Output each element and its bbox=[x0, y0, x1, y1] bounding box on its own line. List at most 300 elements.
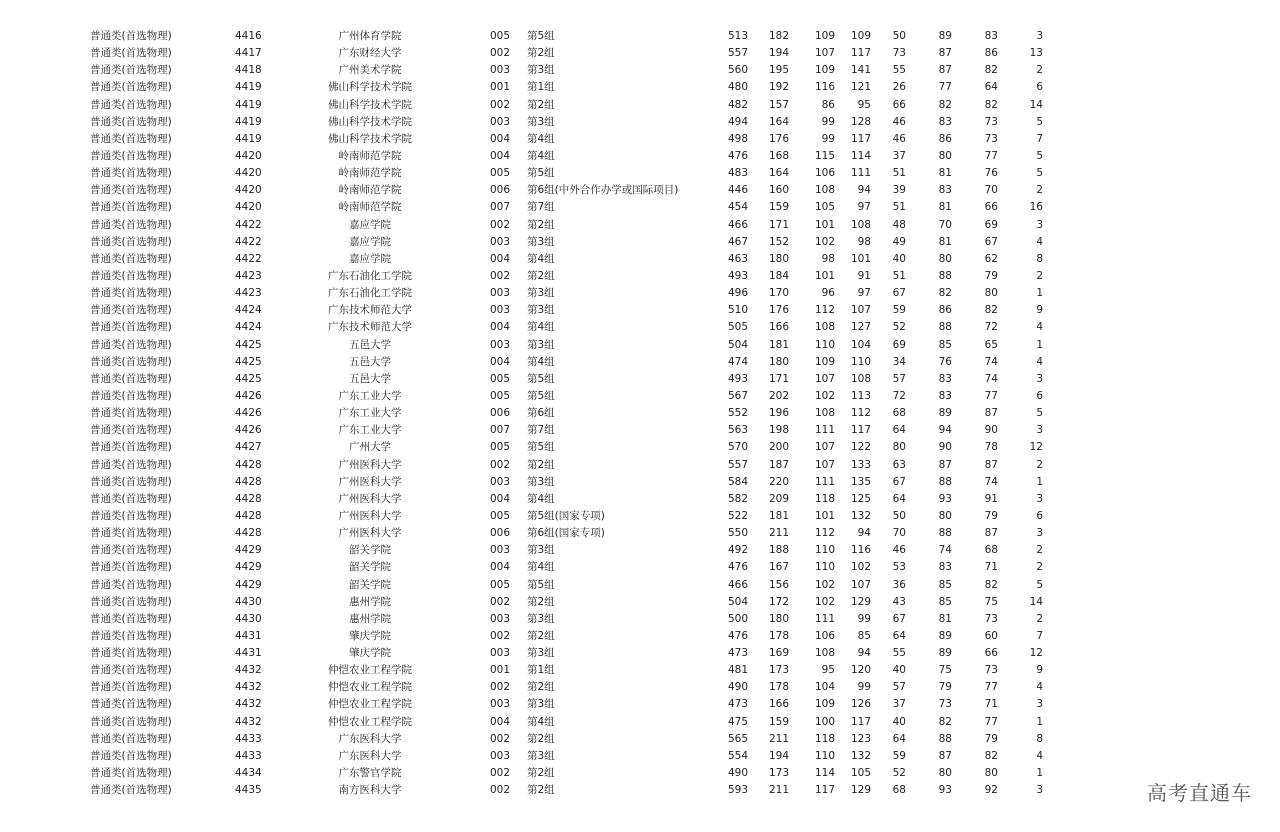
subject-score-e-cell: 82 bbox=[984, 749, 998, 762]
subject-score-b-cell: 141 bbox=[850, 64, 871, 77]
subject-score-e-cell: 65 bbox=[984, 338, 998, 351]
total-score-cell: 504 bbox=[727, 595, 748, 608]
total-score-cell: 494 bbox=[727, 115, 748, 128]
subject-score-d-cell: 83 bbox=[938, 372, 952, 385]
subject-score-b-cell: 132 bbox=[850, 509, 871, 522]
subject-score-b-cell: 104 bbox=[850, 338, 871, 351]
group-code-cell: 003 bbox=[490, 544, 511, 557]
subject-score-c-cell: 69 bbox=[892, 338, 906, 351]
count-cell: 13 bbox=[1029, 47, 1043, 60]
count-cell: 9 bbox=[1036, 304, 1043, 317]
school-name-cell: 南方医科大学 bbox=[338, 784, 402, 797]
subject-score-a-cell: 110 bbox=[814, 544, 835, 557]
chinese-math-score-cell: 202 bbox=[768, 389, 789, 402]
school-name-cell: 肇庆学院 bbox=[349, 629, 391, 642]
subject-score-c-cell: 73 bbox=[892, 47, 906, 60]
category-cell: 普通类(首选物理) bbox=[90, 149, 172, 162]
school-code-cell: 4426 bbox=[235, 424, 262, 437]
group-name-cell: 第3组 bbox=[527, 698, 555, 711]
group-code-cell: 004 bbox=[490, 149, 511, 162]
group-code-cell: 003 bbox=[490, 287, 511, 300]
group-code-cell: 002 bbox=[490, 629, 511, 642]
group-name-cell: 第2组 bbox=[527, 595, 555, 608]
table-row bbox=[0, 337, 1280, 354]
table-row bbox=[0, 371, 1280, 388]
school-name-cell: 嘉应学院 bbox=[349, 252, 391, 265]
subject-score-d-cell: 81 bbox=[938, 201, 952, 214]
school-name-cell: 惠州学院 bbox=[349, 595, 391, 608]
group-code-cell: 003 bbox=[490, 749, 511, 762]
subject-score-b-cell: 117 bbox=[850, 132, 871, 145]
total-score-cell: 483 bbox=[727, 167, 748, 180]
group-name-cell: 第2组 bbox=[527, 218, 555, 231]
subject-score-c-cell: 43 bbox=[892, 595, 906, 608]
subject-score-c-cell: 52 bbox=[892, 767, 906, 780]
table-row bbox=[0, 679, 1280, 696]
school-code-cell: 4420 bbox=[235, 167, 262, 180]
school-name-cell: 广东石油化工学院 bbox=[328, 269, 412, 282]
subject-score-c-cell: 55 bbox=[892, 64, 906, 77]
chinese-math-score-cell: 176 bbox=[768, 304, 789, 317]
subject-score-d-cell: 88 bbox=[938, 321, 952, 334]
group-code-cell: 001 bbox=[490, 664, 511, 677]
group-name-cell: 第5组 bbox=[527, 441, 555, 454]
subject-score-e-cell: 80 bbox=[984, 767, 998, 780]
subject-score-e-cell: 90 bbox=[984, 424, 998, 437]
subject-score-b-cell: 122 bbox=[850, 441, 871, 454]
subject-score-b-cell: 126 bbox=[850, 698, 871, 711]
category-cell: 普通类(首选物理) bbox=[90, 407, 172, 420]
subject-score-c-cell: 53 bbox=[892, 561, 906, 574]
subject-score-e-cell: 75 bbox=[984, 595, 998, 608]
group-code-cell: 002 bbox=[490, 269, 511, 282]
subject-score-d-cell: 76 bbox=[938, 355, 952, 368]
group-code-cell: 004 bbox=[490, 715, 511, 728]
category-cell: 普通类(首选物理) bbox=[90, 475, 172, 488]
group-name-cell: 第5组 bbox=[527, 578, 555, 591]
subject-score-b-cell: 116 bbox=[850, 544, 871, 557]
subject-score-e-cell: 77 bbox=[984, 149, 998, 162]
subject-score-e-cell: 91 bbox=[984, 492, 998, 505]
chinese-math-score-cell: 169 bbox=[768, 647, 789, 660]
count-cell: 16 bbox=[1029, 201, 1043, 214]
school-code-cell: 4425 bbox=[235, 372, 262, 385]
subject-score-e-cell: 87 bbox=[984, 458, 998, 471]
school-name-cell: 岭南师范学院 bbox=[338, 149, 402, 162]
category-cell: 普通类(首选物理) bbox=[90, 98, 172, 111]
school-code-cell: 4422 bbox=[235, 218, 262, 231]
school-code-cell: 4433 bbox=[235, 749, 262, 762]
school-name-cell: 广州美术学院 bbox=[338, 64, 402, 77]
group-name-cell: 第4组 bbox=[527, 715, 555, 728]
subject-score-a-cell: 112 bbox=[814, 304, 835, 317]
subject-score-c-cell: 50 bbox=[892, 30, 906, 42]
total-score-cell: 481 bbox=[727, 664, 748, 677]
table-row bbox=[0, 714, 1280, 731]
chinese-math-score-cell: 171 bbox=[768, 218, 789, 231]
subject-score-c-cell: 64 bbox=[892, 492, 906, 505]
chinese-math-score-cell: 198 bbox=[768, 424, 789, 437]
chinese-math-score-cell: 211 bbox=[768, 732, 789, 745]
subject-score-a-cell: 105 bbox=[814, 201, 835, 214]
subject-score-b-cell: 98 bbox=[857, 235, 871, 248]
group-code-cell: 003 bbox=[490, 647, 511, 660]
chinese-math-score-cell: 194 bbox=[768, 47, 789, 60]
school-code-cell: 4420 bbox=[235, 184, 262, 197]
school-name-cell: 广州医科大学 bbox=[338, 527, 402, 540]
subject-score-a-cell: 106 bbox=[814, 167, 835, 180]
group-name-cell: 第7组 bbox=[527, 424, 555, 437]
table-row bbox=[0, 594, 1280, 611]
count-cell: 4 bbox=[1036, 749, 1043, 762]
subject-score-a-cell: 108 bbox=[814, 184, 835, 197]
total-score-cell: 500 bbox=[727, 612, 748, 625]
subject-score-b-cell: 120 bbox=[850, 664, 871, 677]
subject-score-b-cell: 135 bbox=[850, 475, 871, 488]
subject-score-e-cell: 66 bbox=[984, 647, 998, 660]
group-code-cell: 005 bbox=[490, 30, 511, 42]
school-name-cell: 广东石油化工学院 bbox=[328, 287, 412, 300]
chinese-math-score-cell: 180 bbox=[768, 252, 789, 265]
school-code-cell: 4429 bbox=[235, 544, 262, 557]
subject-score-a-cell: 101 bbox=[814, 218, 835, 231]
subject-score-d-cell: 79 bbox=[938, 681, 952, 694]
subject-score-d-cell: 80 bbox=[938, 509, 952, 522]
category-cell: 普通类(首选物理) bbox=[90, 304, 172, 317]
school-name-cell: 惠州学院 bbox=[349, 612, 391, 625]
subject-score-d-cell: 74 bbox=[938, 544, 952, 557]
group-code-cell: 004 bbox=[490, 132, 511, 145]
total-score-cell: 552 bbox=[727, 407, 748, 420]
group-name-cell: 第3组 bbox=[527, 338, 555, 351]
group-name-cell: 第3组 bbox=[527, 304, 555, 317]
group-name-cell: 第6组 bbox=[527, 407, 555, 420]
school-code-cell: 4426 bbox=[235, 407, 262, 420]
total-score-cell: 557 bbox=[727, 458, 748, 471]
table-row bbox=[0, 217, 1280, 234]
chinese-math-score-cell: 192 bbox=[768, 81, 789, 94]
chinese-math-score-cell: 164 bbox=[768, 167, 789, 180]
chinese-math-score-cell: 170 bbox=[768, 287, 789, 300]
group-name-cell: 第5组 bbox=[527, 389, 555, 402]
subject-score-c-cell: 40 bbox=[892, 715, 906, 728]
chinese-math-score-cell: 220 bbox=[768, 475, 789, 488]
chinese-math-score-cell: 166 bbox=[768, 321, 789, 334]
group-code-cell: 005 bbox=[490, 389, 511, 402]
subject-score-d-cell: 83 bbox=[938, 184, 952, 197]
subject-score-d-cell: 89 bbox=[938, 629, 952, 642]
group-name-cell: 第5组 bbox=[527, 30, 555, 42]
subject-score-b-cell: 101 bbox=[850, 252, 871, 265]
category-cell: 普通类(首选物理) bbox=[90, 715, 172, 728]
count-cell: 14 bbox=[1029, 98, 1043, 111]
category-cell: 普通类(首选物理) bbox=[90, 595, 172, 608]
subject-score-d-cell: 77 bbox=[938, 81, 952, 94]
group-code-cell: 004 bbox=[490, 561, 511, 574]
total-score-cell: 454 bbox=[727, 201, 748, 214]
category-cell: 普通类(首选物理) bbox=[90, 30, 172, 42]
group-code-cell: 006 bbox=[490, 407, 511, 420]
subject-score-e-cell: 92 bbox=[984, 784, 998, 797]
total-score-cell: 466 bbox=[727, 578, 748, 591]
subject-score-c-cell: 37 bbox=[892, 698, 906, 711]
chinese-math-score-cell: 180 bbox=[768, 355, 789, 368]
school-name-cell: 广东工业大学 bbox=[338, 389, 402, 402]
count-cell: 1 bbox=[1036, 475, 1043, 488]
subject-score-d-cell: 81 bbox=[938, 612, 952, 625]
subject-score-a-cell: 109 bbox=[814, 64, 835, 77]
subject-score-a-cell: 101 bbox=[814, 269, 835, 282]
group-code-cell: 007 bbox=[490, 201, 511, 214]
school-name-cell: 广东工业大学 bbox=[338, 424, 402, 437]
subject-score-a-cell: 109 bbox=[814, 698, 835, 711]
subject-score-d-cell: 80 bbox=[938, 252, 952, 265]
subject-score-d-cell: 94 bbox=[938, 424, 952, 437]
count-cell: 3 bbox=[1036, 492, 1043, 505]
subject-score-d-cell: 86 bbox=[938, 304, 952, 317]
group-code-cell: 002 bbox=[490, 681, 511, 694]
school-code-cell: 4430 bbox=[235, 612, 262, 625]
subject-score-c-cell: 64 bbox=[892, 732, 906, 745]
count-cell: 4 bbox=[1036, 321, 1043, 334]
table-row bbox=[0, 97, 1280, 114]
total-score-cell: 446 bbox=[727, 184, 748, 197]
chinese-math-score-cell: 157 bbox=[768, 98, 789, 111]
subject-score-a-cell: 115 bbox=[814, 149, 835, 162]
subject-score-a-cell: 86 bbox=[821, 98, 835, 111]
total-score-cell: 480 bbox=[727, 81, 748, 94]
table-row bbox=[0, 302, 1280, 319]
school-name-cell: 广东医科大学 bbox=[338, 732, 402, 745]
total-score-cell: 493 bbox=[727, 372, 748, 385]
subject-score-a-cell: 109 bbox=[814, 30, 835, 42]
school-code-cell: 4432 bbox=[235, 698, 262, 711]
subject-score-a-cell: 114 bbox=[814, 767, 835, 780]
group-code-cell: 003 bbox=[490, 115, 511, 128]
total-score-cell: 476 bbox=[727, 629, 748, 642]
subject-score-b-cell: 107 bbox=[850, 578, 871, 591]
subject-score-b-cell: 108 bbox=[850, 372, 871, 385]
subject-score-b-cell: 132 bbox=[850, 749, 871, 762]
chinese-math-score-cell: 181 bbox=[768, 338, 789, 351]
total-score-cell: 476 bbox=[727, 149, 748, 162]
table-row bbox=[0, 457, 1280, 474]
school-name-cell: 广东技术师范大学 bbox=[328, 321, 412, 334]
subject-score-b-cell: 129 bbox=[850, 784, 871, 797]
group-name-cell: 第4组 bbox=[527, 355, 555, 368]
school-code-cell: 4419 bbox=[235, 81, 262, 94]
category-cell: 普通类(首选物理) bbox=[90, 647, 172, 660]
chinese-math-score-cell: 195 bbox=[768, 64, 789, 77]
category-cell: 普通类(首选物理) bbox=[90, 681, 172, 694]
school-code-cell: 4431 bbox=[235, 629, 262, 642]
group-name-cell: 第2组 bbox=[527, 269, 555, 282]
school-name-cell: 广州大学 bbox=[349, 441, 391, 454]
school-code-cell: 4426 bbox=[235, 389, 262, 402]
group-name-cell: 第3组 bbox=[527, 475, 555, 488]
table-row bbox=[0, 319, 1280, 336]
school-code-cell: 4429 bbox=[235, 578, 262, 591]
group-name-cell: 第2组 bbox=[527, 784, 555, 797]
category-cell: 普通类(首选物理) bbox=[90, 458, 172, 471]
school-name-cell: 肇庆学院 bbox=[349, 647, 391, 660]
subject-score-c-cell: 59 bbox=[892, 304, 906, 317]
count-cell: 6 bbox=[1036, 389, 1043, 402]
group-code-cell: 002 bbox=[490, 595, 511, 608]
table-row bbox=[0, 474, 1280, 491]
total-score-cell: 474 bbox=[727, 355, 748, 368]
subject-score-e-cell: 79 bbox=[984, 509, 998, 522]
subject-score-c-cell: 67 bbox=[892, 287, 906, 300]
subject-score-d-cell: 85 bbox=[938, 595, 952, 608]
subject-score-d-cell: 89 bbox=[938, 407, 952, 420]
group-name-cell: 第3组 bbox=[527, 115, 555, 128]
count-cell: 1 bbox=[1036, 767, 1043, 780]
school-name-cell: 仲恺农业工程学院 bbox=[328, 664, 412, 677]
chinese-math-score-cell: 178 bbox=[768, 681, 789, 694]
subject-score-c-cell: 57 bbox=[892, 681, 906, 694]
school-name-cell: 仲恺农业工程学院 bbox=[328, 698, 412, 711]
subject-score-c-cell: 46 bbox=[892, 544, 906, 557]
subject-score-d-cell: 89 bbox=[938, 647, 952, 660]
group-name-cell: 第2组 bbox=[527, 47, 555, 60]
count-cell: 3 bbox=[1036, 698, 1043, 711]
group-name-cell: 第2组 bbox=[527, 98, 555, 111]
group-code-cell: 002 bbox=[490, 218, 511, 231]
subject-score-e-cell: 60 bbox=[984, 629, 998, 642]
count-cell: 4 bbox=[1036, 355, 1043, 368]
table-row bbox=[0, 148, 1280, 165]
subject-score-b-cell: 114 bbox=[850, 149, 871, 162]
count-cell: 3 bbox=[1036, 30, 1043, 42]
chinese-math-score-cell: 182 bbox=[768, 30, 789, 42]
group-code-cell: 003 bbox=[490, 64, 511, 77]
subject-score-a-cell: 116 bbox=[814, 81, 835, 94]
category-cell: 普通类(首选物理) bbox=[90, 64, 172, 77]
subject-score-c-cell: 51 bbox=[892, 167, 906, 180]
group-code-cell: 005 bbox=[490, 578, 511, 591]
chinese-math-score-cell: 171 bbox=[768, 372, 789, 385]
school-name-cell: 佛山科学技术学院 bbox=[328, 115, 412, 128]
subject-score-e-cell: 80 bbox=[984, 287, 998, 300]
chinese-math-score-cell: 159 bbox=[768, 201, 789, 214]
group-code-cell: 002 bbox=[490, 732, 511, 745]
total-score-cell: 482 bbox=[727, 98, 748, 111]
chinese-math-score-cell: 209 bbox=[768, 492, 789, 505]
count-cell: 14 bbox=[1029, 595, 1043, 608]
subject-score-e-cell: 73 bbox=[984, 132, 998, 145]
subject-score-a-cell: 100 bbox=[814, 715, 835, 728]
group-code-cell: 003 bbox=[490, 235, 511, 248]
category-cell: 普通类(首选物理) bbox=[90, 544, 172, 557]
count-cell: 7 bbox=[1036, 629, 1043, 642]
chinese-math-score-cell: 156 bbox=[768, 578, 789, 591]
school-code-cell: 4416 bbox=[235, 30, 262, 42]
group-code-cell: 003 bbox=[490, 475, 511, 488]
subject-score-d-cell: 80 bbox=[938, 767, 952, 780]
table-row bbox=[0, 354, 1280, 371]
subject-score-a-cell: 95 bbox=[821, 664, 835, 677]
school-name-cell: 广州医科大学 bbox=[338, 509, 402, 522]
school-code-cell: 4419 bbox=[235, 132, 262, 145]
subject-score-a-cell: 108 bbox=[814, 321, 835, 334]
subject-score-d-cell: 88 bbox=[938, 269, 952, 282]
subject-score-b-cell: 102 bbox=[850, 561, 871, 574]
total-score-cell: 510 bbox=[727, 304, 748, 317]
group-name-cell: 第4组 bbox=[527, 252, 555, 265]
subject-score-d-cell: 82 bbox=[938, 98, 952, 111]
subject-score-c-cell: 68 bbox=[892, 784, 906, 797]
subject-score-c-cell: 51 bbox=[892, 201, 906, 214]
subject-score-c-cell: 36 bbox=[892, 578, 906, 591]
subject-score-d-cell: 93 bbox=[938, 492, 952, 505]
subject-score-e-cell: 87 bbox=[984, 407, 998, 420]
subject-score-b-cell: 107 bbox=[850, 304, 871, 317]
school-name-cell: 佛山科学技术学院 bbox=[328, 132, 412, 145]
group-code-cell: 005 bbox=[490, 372, 511, 385]
school-code-cell: 4428 bbox=[235, 475, 262, 488]
subject-score-e-cell: 77 bbox=[984, 681, 998, 694]
subject-score-b-cell: 109 bbox=[850, 30, 871, 42]
total-score-cell: 567 bbox=[727, 389, 748, 402]
table-row bbox=[0, 45, 1280, 62]
category-cell: 普通类(首选物理) bbox=[90, 732, 172, 745]
group-name-cell: 第4组 bbox=[527, 321, 555, 334]
table-row bbox=[0, 388, 1280, 405]
subject-score-b-cell: 105 bbox=[850, 767, 871, 780]
total-score-cell: 560 bbox=[727, 64, 748, 77]
subject-score-c-cell: 46 bbox=[892, 132, 906, 145]
school-code-cell: 4432 bbox=[235, 664, 262, 677]
group-name-cell: 第5组(国家专项) bbox=[527, 509, 605, 522]
school-name-cell: 广州医科大学 bbox=[338, 458, 402, 471]
subject-score-c-cell: 55 bbox=[892, 647, 906, 660]
subject-score-d-cell: 83 bbox=[938, 115, 952, 128]
subject-score-b-cell: 97 bbox=[857, 201, 871, 214]
subject-score-d-cell: 83 bbox=[938, 389, 952, 402]
subject-score-e-cell: 78 bbox=[984, 441, 998, 454]
school-code-cell: 4417 bbox=[235, 47, 262, 60]
total-score-cell: 565 bbox=[727, 732, 748, 745]
category-cell: 普通类(首选物理) bbox=[90, 578, 172, 591]
group-code-cell: 006 bbox=[490, 527, 511, 540]
subject-score-a-cell: 106 bbox=[814, 629, 835, 642]
group-name-cell: 第3组 bbox=[527, 544, 555, 557]
subject-score-a-cell: 110 bbox=[814, 749, 835, 762]
group-name-cell: 第1组 bbox=[527, 664, 555, 677]
group-name-cell: 第4组 bbox=[527, 132, 555, 145]
chinese-math-score-cell: 211 bbox=[768, 527, 789, 540]
category-cell: 普通类(首选物理) bbox=[90, 561, 172, 574]
group-name-cell: 第6组(国家专项) bbox=[527, 527, 605, 540]
count-cell: 6 bbox=[1036, 509, 1043, 522]
count-cell: 1 bbox=[1036, 715, 1043, 728]
school-code-cell: 4428 bbox=[235, 527, 262, 540]
table-row bbox=[0, 765, 1280, 782]
count-cell: 3 bbox=[1036, 784, 1043, 797]
subject-score-d-cell: 87 bbox=[938, 47, 952, 60]
school-code-cell: 4425 bbox=[235, 338, 262, 351]
subject-score-e-cell: 82 bbox=[984, 304, 998, 317]
subject-score-a-cell: 101 bbox=[814, 509, 835, 522]
subject-score-a-cell: 108 bbox=[814, 647, 835, 660]
group-code-cell: 003 bbox=[490, 612, 511, 625]
table-row bbox=[0, 525, 1280, 542]
subject-score-c-cell: 40 bbox=[892, 252, 906, 265]
school-code-cell: 4428 bbox=[235, 458, 262, 471]
subject-score-c-cell: 59 bbox=[892, 749, 906, 762]
school-code-cell: 4420 bbox=[235, 149, 262, 162]
